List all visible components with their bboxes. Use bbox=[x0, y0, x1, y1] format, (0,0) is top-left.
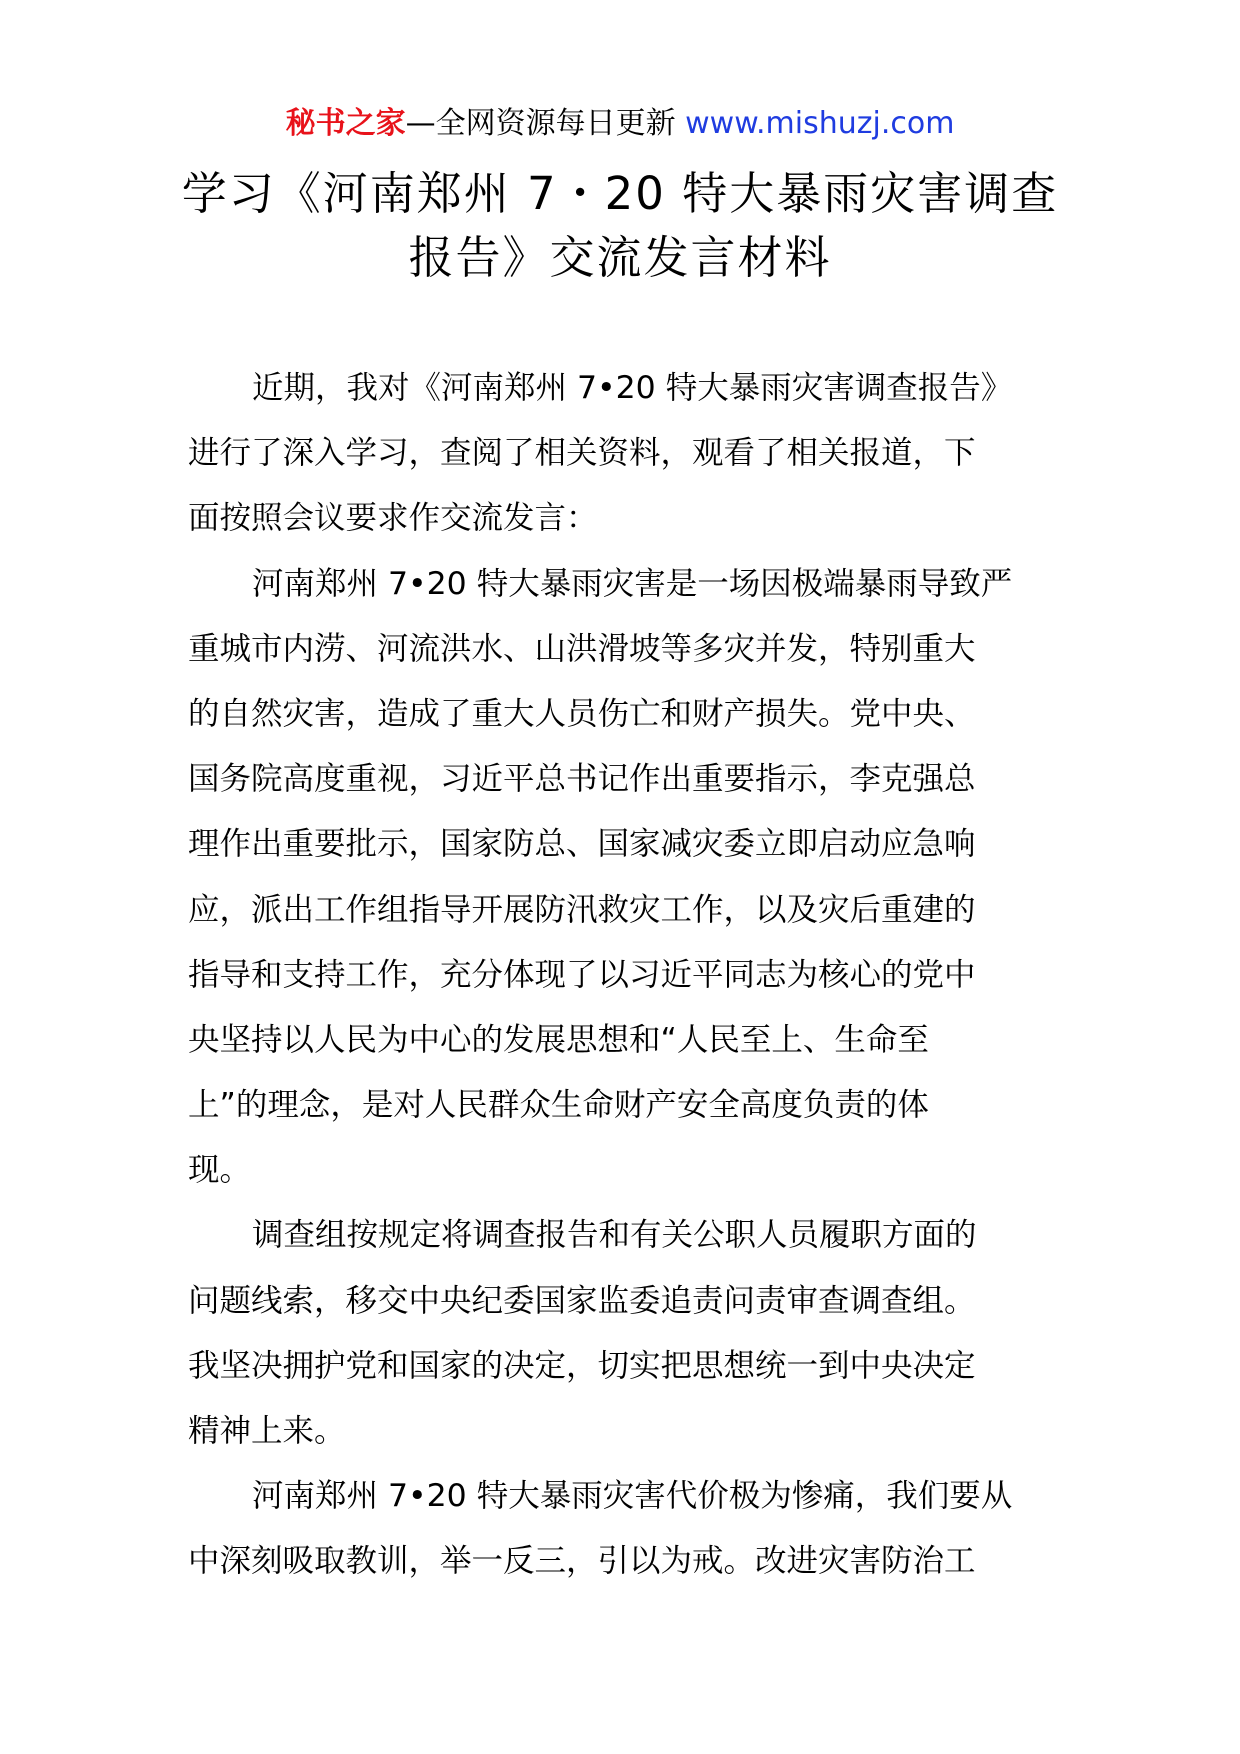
body-line: 精神上来。 bbox=[188, 1413, 346, 1449]
body-line: 近期，我对《河南郑州 7•20 特大暴雨灾害调查报告》 bbox=[252, 370, 1013, 406]
body-line: 国务院高度重视，习近平总书记作出重要指示，李克强总 bbox=[188, 761, 976, 798]
body-line: 河南郑州 7•20 特大暴雨灾害是一场因极端暴雨导致严 bbox=[252, 565, 1013, 602]
body-line: 现。 bbox=[188, 1152, 252, 1189]
body-line: 应，派出工作组指导开展防汛救灾工作，以及灾后重建的 bbox=[188, 891, 976, 928]
body-line: 重城市内涝、河流洪水、山洪滑坡等多灾并发，特别重大 bbox=[188, 630, 976, 667]
website-link[interactable]: www.mishuzj.com bbox=[685, 106, 955, 141]
body-line: 指导和支持工作，充分体现了以习近平同志为核心的党中 bbox=[188, 956, 976, 993]
body-line: 进行了深入学习，查阅了相关资料，观看了相关报道，下 bbox=[188, 435, 976, 472]
site-header bbox=[0, 104, 1240, 144]
title-line-1: 学习《河南郑州 7・20 特大暴雨灾害调查 bbox=[181, 167, 1059, 220]
body-line: 的自然灾害，造成了重大人员伤亡和财产损失。党中央、 bbox=[188, 695, 976, 732]
header-tagline: —全网资源每日更新 bbox=[405, 106, 676, 141]
body-line: 我坚决拥护党和国家的决定，切实把思想统一到中央决定 bbox=[188, 1347, 976, 1384]
body-line: 理作出重要批示，国家防总、国家减灾委立即启动应急响 bbox=[188, 826, 976, 863]
body-line: 面按照会议要求作交流发言： bbox=[188, 500, 598, 537]
document-title bbox=[170, 162, 1070, 290]
body-line: 调查组按规定将调查报告和有关公职人员履职方面的 bbox=[252, 1217, 977, 1254]
title-line-2: 报告》交流发言材料 bbox=[408, 231, 832, 284]
body-line: 中深刻吸取教训，举一反三，引以为戒。改进灾害防治工 bbox=[188, 1543, 976, 1580]
body-line: 河南郑州 7•20 特大暴雨灾害代价极为惨痛，我们要从 bbox=[252, 1478, 1013, 1515]
body-line: 上”的理念，是对人民群众生命财产安全高度负责的体 bbox=[188, 1087, 929, 1124]
brand-name: 秘书之家 bbox=[285, 106, 406, 141]
document-body bbox=[188, 356, 1058, 1595]
body-line: 问题线索，移交中央纪委国家监委追责问责审查调查组。 bbox=[188, 1282, 976, 1319]
body-line: 央坚持以人民为中心的发展思想和“人民至上、生命至 bbox=[188, 1021, 929, 1058]
